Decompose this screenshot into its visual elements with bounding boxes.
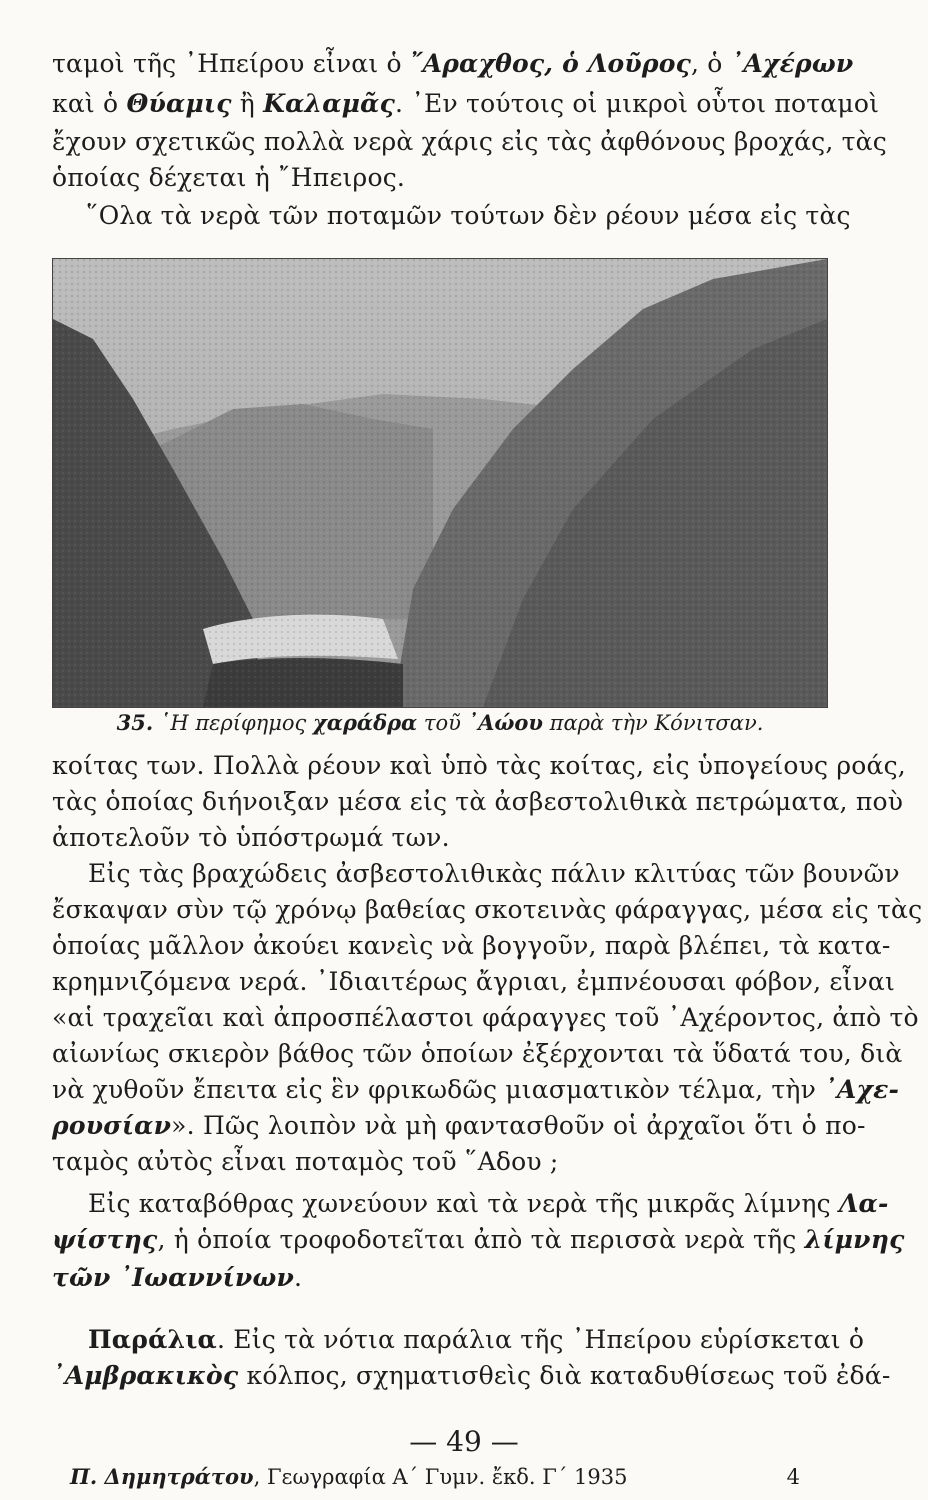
section-heading-line: Παράλια. Εἰς τὰ νότια παράλια τῆς ᾿Ηπείρου εὑρίσκεται ὁ: [88, 1325, 865, 1354]
signature-mark: 4: [786, 1465, 800, 1489]
text-line: «αἱ τραχεῖαι καὶ ἀπροσπέλαστοι φάραγγες τοῦ ᾿Αχέροντος, ἀπὸ τὸ: [52, 1003, 919, 1032]
gorge-photo: [52, 258, 828, 708]
page-number: — 49 —: [409, 1425, 519, 1458]
text-line: ᾿Αμβρακικὸς κόλπος, σχηματισθεὶς διὰ καταδυθίσεως τοῦ ἐδά-: [52, 1361, 891, 1390]
footer-line: [70, 1462, 800, 1492]
text-line: ἔχουν σχετικῶς πολλὰ νερὰ χάρις εἰς τὰς ἀφθόνους βροχάς, τὰς: [52, 127, 887, 156]
section-heading: Παράλια: [88, 1325, 217, 1354]
text-line: Εἰς τὰς βραχώδεις ἀσβεστολιθικὰς πάλιν κλιτύας τῶν βουνῶν: [88, 859, 900, 888]
text-line: κοίτας των. Πολλὰ ρέουν καὶ ὑπὸ τὰς κοίτας, εἰς ὑπογείους ροάς,: [52, 751, 906, 780]
text-line: ὁποίας δέχεται ἡ ῎Ηπειρος.: [52, 163, 406, 192]
text-line: ρουσίαν». Πῶς λοιπὸν νὰ μὴ φαντασθοῦν οἱ ἀρχαῖοι ὅτι ὁ πο-: [52, 1111, 866, 1140]
text-line: τῶν ᾿Ιωαννίνων.: [52, 1263, 303, 1292]
text-line: ἔσκαψαν σὺν τῷ χρόνῳ βαθείας σκοτεινὰς φάραγγας, μέσα εἰς τὰς: [52, 895, 923, 924]
text-line: κρημνιζόμενα νερά. ᾿Ιδιαιτέρως ἄγριαι, ἐμπνέουσαι φόβον, εἶναι: [52, 967, 896, 996]
text-line: ταμοὶ τῆς ᾿Ηπείρου εἶναι ὁ ῎Αραχθος, ὁ Λοῦρος, ὁ ᾿Αχέρων: [52, 49, 854, 78]
text-line: ὁποίας μᾶλλον ἀκούει κανεὶς νὰ βογγοῦν, παρὰ βλέπει, τὰ κατα-: [52, 931, 891, 960]
text-line: Εἰς καταβόθρας χωνεύουν καὶ τὰ νερὰ τῆς μικρᾶς λίμνης Λα-: [88, 1189, 889, 1218]
text-line: τὰς ὁποίας διήνοιξαν μέσα εἰς τὰ ἀσβεστολιθικὰ πετρώματα, ποὺ: [52, 787, 904, 816]
text-line: ἀποτελοῦν τὸ ὑπόστρωμά των.: [52, 823, 450, 852]
text-line: ῞Ολα τὰ νερὰ τῶν ποταμῶν τούτων δὲν ρέουν μέσα εἰς τὰς: [86, 201, 851, 230]
text-line: αἰωνίως σκιερὸν βάθος τῶν ὁποίων ἐξέρχονται τὰ ὕδατά του, διὰ: [52, 1039, 903, 1068]
text-line: καὶ ὁ Θύαμις ἢ Καλαμᾶς. ᾿Εν τούτοις οἱ μικροὶ οὗτοι ποταμοὶ: [52, 89, 880, 118]
footer-title: , Γεωγραφία Α΄ Γυμν. ἔκδ. Γ΄ 1935: [253, 1465, 628, 1489]
footer-author: Π. Δημητράτου: [70, 1464, 254, 1489]
text-line: ταμὸς αὐτὸς εἶναι ποταμὸς τοῦ ῞Αδου ;: [52, 1147, 559, 1176]
figure-caption: 35. ῾Η περίφημος χαράδρα τοῦ ᾿Αώου παρὰ τὴν Κόνιτσαν.: [116, 710, 764, 735]
figure-number: 35.: [116, 710, 154, 735]
text-line: ψίστης, ἡ ὁποία τροφοδοτεῖται ἀπὸ τὰ περισσὰ νερὰ τῆς λίμνης: [52, 1225, 905, 1254]
text-line: νὰ χυθοῦν ἔπειτα εἰς ἓν φρικωδῶς μιασματικὸν τέλμα, τὴν ᾿Αχε-: [52, 1075, 900, 1104]
